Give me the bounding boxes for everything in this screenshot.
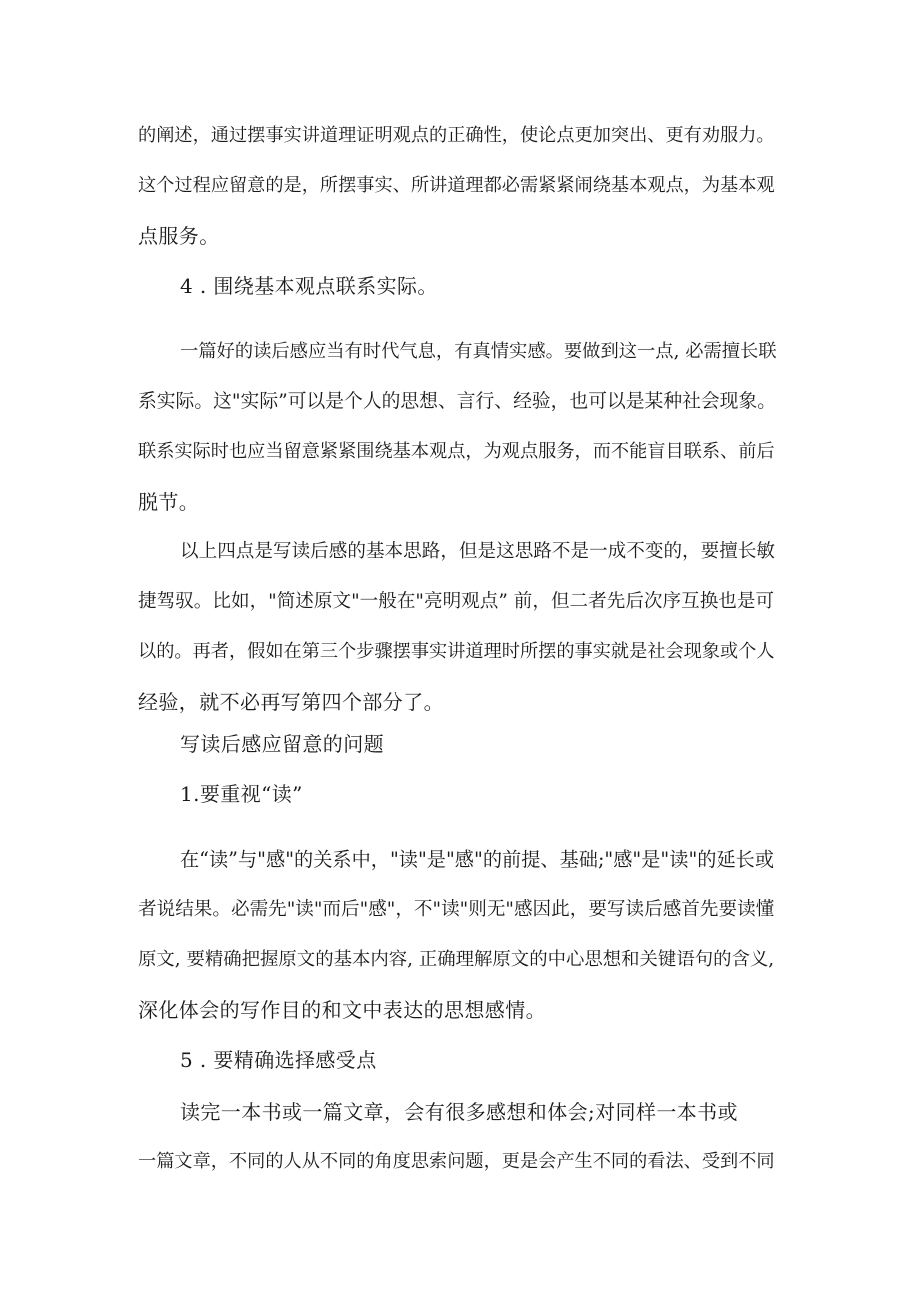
text-line: 一篇好的读后感应当有时代气息，有真情实感。要做到这一点, 必需擅长联 xyxy=(180,341,777,362)
text-line: 深化体会的写作目的和文中表达的思想感情。 xyxy=(138,998,546,1022)
text-line: 读完一本书或一篇文章，会有很多感想和体会;对同样一本书或 xyxy=(180,1100,738,1124)
text-line: 的阐述，通过摆事实讲道理证明观点的正确性，使论点更加突出、更有劝服力。 xyxy=(138,125,775,146)
text-line: 者说结果。必需先"读"而后"感"，不"读"则无"感因此，要写读后感首先要读懂 xyxy=(138,899,775,920)
text-line: 以上四点是写读后感的基本思路，但是这思路不是一成不变的，要擅长敏 xyxy=(180,541,776,562)
text-line: 系实际。这"实际”可以是个人的思想、言行、经验，也可以是某种社会现象。 xyxy=(138,391,777,412)
heading-item-1: 1.要重视“读” xyxy=(180,782,303,806)
text-line: 脱节。 xyxy=(138,490,200,514)
text-line: 以的。再者，假如在第三个步骤摆事实讲道理时所摆的事实就是社会现象或个人 xyxy=(138,641,775,662)
text-line: 点服务。 xyxy=(138,224,220,248)
text-line: 捷驾驭。比如，"简述原文"一般在"亮明观点” 前，但二者先后次序互换也是可 xyxy=(138,591,775,612)
section-heading: 写读后感应留意的问题 xyxy=(180,732,384,756)
text-line: 这个过程应留意的是，所摆事实、所讲道理都必需紧紧闹绕基本观点，为基本观 xyxy=(138,175,775,196)
text-line: 一篇文章，不同的人从不同的角度思索问题，更是会产生不同的看法、受到不同 xyxy=(138,1151,775,1172)
text-line: 联系实际时也应当留意紧紧围绕基本观点，为观点服务，而不能盲目联系、前后 xyxy=(138,441,775,462)
heading-item-5: 5 . 要精确选择感受点 xyxy=(180,1048,377,1072)
text-line: 在“读”与"感"的关系中，"读"是"感"的前提、基础;"感"是"读"的延长或 xyxy=(180,848,775,871)
heading-item-4: 4 . 围绕基本观点联系实际。 xyxy=(180,274,438,298)
text-line: 原文, 要精确把握原文的基本内容, 正确理解原文的中心思想和关键语句的含义, xyxy=(138,949,775,970)
text-line: 经验，就不必再写第四个部分了。 xyxy=(138,690,444,714)
